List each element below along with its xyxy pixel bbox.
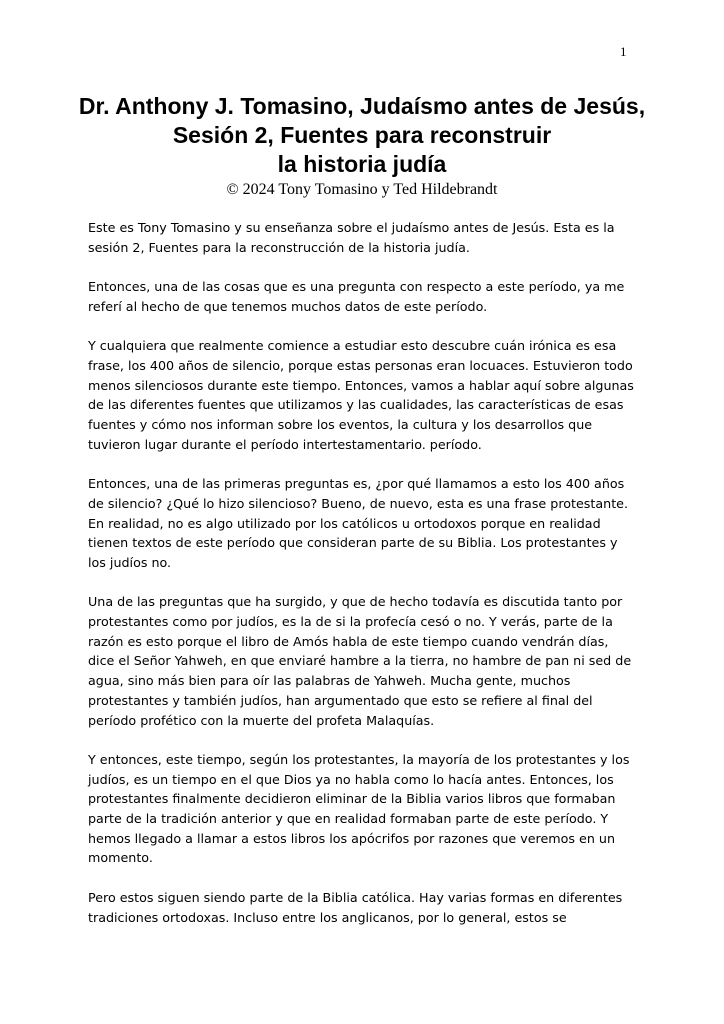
paragraph-1 xyxy=(88,218,644,257)
text-line: En realidad, no es algo utilizado por los católicos u ortodoxos porque en realidad xyxy=(88,515,601,531)
text-line: protestantes y también judíos, han argumentado que esto se refiere al final del xyxy=(88,692,593,708)
paragraph-3 xyxy=(88,336,644,454)
text-line: Una de las preguntas que ha surgido, y que de hecho todavía es discutida tanto por xyxy=(88,594,623,610)
text-line: tradiciones ortodoxas. Incluso entre los anglicanos, por lo general, estos se xyxy=(88,909,567,925)
text-line: tuvieron lugar durante el período intertestamentario. período. xyxy=(88,436,482,452)
text-line: sesión 2, Fuentes para la reconstrucción de la historia judía. xyxy=(88,239,470,255)
document-body xyxy=(88,218,644,947)
title-line: la historia judía xyxy=(277,151,447,177)
text-line: Entonces, una de las primeras preguntas es, ¿por qué llamamos a esto los 400 años xyxy=(88,476,625,492)
paragraph-5 xyxy=(88,592,644,730)
title-line: Sesión 2, Fuentes para reconstruir xyxy=(172,122,552,148)
text-line: razón es esto porque el libro de Amós habla de este tiempo cuando vendrán días, xyxy=(88,633,609,649)
paragraph-2 xyxy=(88,277,644,316)
title-line: Dr. Anthony J. Tomasino, Judaísmo antes de Jesús, xyxy=(78,93,646,119)
text-line: Entonces, una de las cosas que es una pregunta con respecto a este período, ya me xyxy=(88,279,625,295)
text-line: menos silenciosos durante este tiempo. Entonces, vamos a hablar aquí sobre algunas xyxy=(88,377,634,393)
text-line: de las diferentes fuentes que utilizamos y las cualidades, las características de esas xyxy=(88,397,624,413)
text-line: parte de la tradición anterior y que en realidad formaban parte de este período. Y xyxy=(88,811,609,827)
text-line: judíos, es un tiempo en el que Dios ya no habla como lo hacía antes. Entonces, los xyxy=(88,771,614,787)
text-line: período profético con la muerte del profeta Malaquías. xyxy=(88,712,435,728)
text-line: referí al hecho de que tenemos muchos datos de este período. xyxy=(88,298,488,314)
text-line: fuentes y cómo nos informan sobre los eventos, la cultura y los desarrollos que xyxy=(88,417,593,432)
text-line: Este es Tony Tomasino y su enseñanza sobre el judaísmo antes de Jesús. Esta es la xyxy=(88,220,615,235)
text-line: hemos llegado a llamar a estos libros los apócrifos por razones que veremos en un xyxy=(88,830,616,846)
paragraph-4 xyxy=(88,474,644,573)
text-line: dice el Señor Yahweh, en que enviaré hambre a la tierra, no hambre de pan ni sed de xyxy=(88,653,632,669)
text-line: protestantes finalmente decidieron eliminar de la Biblia varios libros que formaban xyxy=(88,791,616,807)
text-line: Y entonces, este tiempo, según los protestantes, la mayoría de los protestantes y los xyxy=(88,751,630,767)
paragraph-6 xyxy=(88,750,644,868)
text-line: momento. xyxy=(88,850,153,866)
text-line: frase, los 400 años de silencio, porque estas personas eran locuaces. Estuvieron todo xyxy=(88,357,633,373)
page-number: 1 xyxy=(620,44,627,59)
text-line: agua, sino más bien para oír las palabras de Yahweh. Mucha gente, muchos xyxy=(88,673,571,689)
copyright-notice: © 2024 Tony Tomasino y Ted Hildebrandt xyxy=(226,181,498,198)
paragraph-7 xyxy=(88,888,644,927)
text-line: Y cualquiera que realmente comience a estudiar esto descubre cuán irónica es esa xyxy=(88,338,617,354)
text-line: protestantes como por judíos, es la de si la profecía cesó o no. Y verás, parte de la xyxy=(88,614,613,629)
text-line: de silencio? ¿Qué lo hizo silencioso? Bueno, de nuevo, esta es una frase protestante. xyxy=(88,495,629,511)
text-line: tienen textos de este período que consideran parte de su Biblia. Los protestantes y xyxy=(88,535,618,551)
document-title xyxy=(60,92,664,179)
text-line: Pero estos siguen siendo parte de la Biblia católica. Hay varias formas en diferentes xyxy=(88,889,623,905)
text-line: los judíos no. xyxy=(88,554,172,570)
